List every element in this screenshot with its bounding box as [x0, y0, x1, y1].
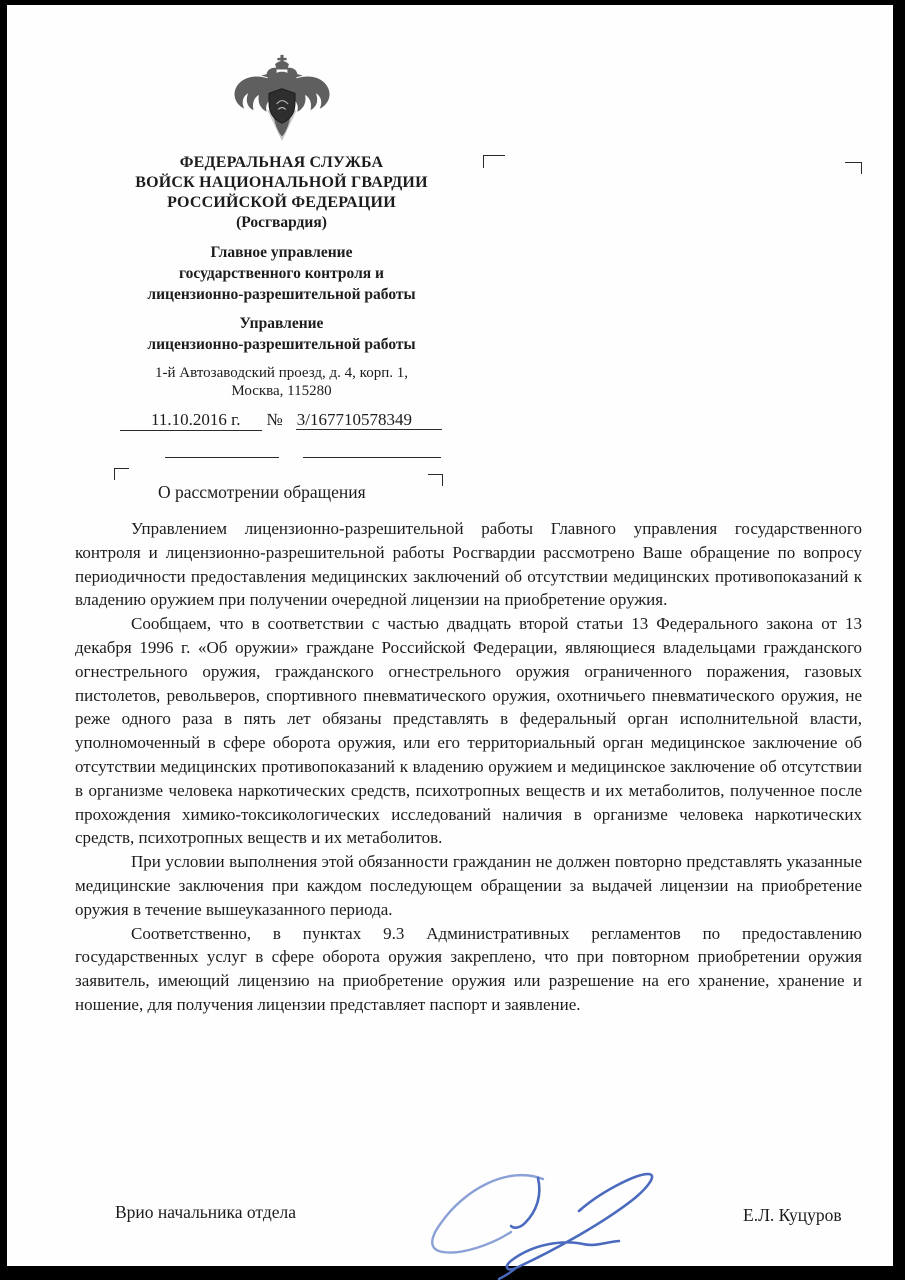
department-sub-line: Управление — [239, 315, 324, 332]
department-main-line: Главное управление — [210, 244, 353, 261]
body-paragraph: Соответственно, в пунктах 9.3 Административных регламентов по предоставлению государственных услуг в сфере оборота оружия закреплено, что при повторном приобретении оружия заявитель, имеющий лицензию на приобретение оружия или разрешение на его хранение, хранение и ношение, для получения лицензии представляет паспорт и заявление. — [75, 923, 862, 1014]
subject-corner-mark-left — [114, 468, 129, 480]
reference-underline — [120, 430, 262, 431]
addressee-corner-mark-right — [845, 162, 862, 174]
document-number: 3/167710578349 — [296, 410, 412, 429]
body-paragraph: Управлением лицензионно-разрешительной работы Главного управления государственного контроля и лицензионно-разрешительной работы Росгвардии рассмотрено Ваше обращение по вопросу периодичности предоставления медицинских заключений об отсутствии медицинских противопоказаний к владению оружием при получении очередной лицензии на приобретение оружия. — [75, 519, 862, 610]
subject-corner-mark-right — [428, 474, 443, 486]
addressee-corner-mark-left — [483, 155, 505, 168]
org-name — [89, 153, 474, 213]
document-date: 11.10.2016 г. — [151, 410, 241, 429]
org-name-line: ВОЙСК НАЦИОНАЛЬНОЙ ГВАРДИИ — [135, 174, 428, 191]
org-short-name: (Росгвардия) — [236, 214, 327, 231]
department-main — [89, 242, 474, 305]
department-main-line: государственного контроля и — [179, 265, 384, 282]
signer-name: Е.Л. Куцуров — [743, 1205, 842, 1225]
number-sign: № — [266, 410, 283, 429]
handwritten-signature — [395, 1145, 680, 1280]
department-sub-line: лицензионно-разрешительной работы — [147, 336, 416, 353]
letterhead — [89, 53, 474, 430]
department-sub — [89, 313, 474, 355]
subject-line: О рассмотрении обращения — [158, 482, 366, 502]
reference-row — [89, 410, 474, 430]
letter-body — [75, 517, 862, 1017]
body-paragraph: Сообщаем, что в соответствии с частью двадцать второй статьи 13 Федерального закона от 13 декабря 1996 г. «Об оружии» граждане Российской Федерации, являющиеся владельцами гражданского огнестрельного оружия, гражданского огнестрельного оружия ограниченного поражения, газовых пистолетов, револьверов, спортивного пневматического оружия, охотничьего пневматического оружия, не реже одного раза в пять лет обязаны представлять в федеральный орган исполнительной власти, уполномоченный в сфере оборота оружия, или его территориальный орган медицинское заключение об отсутствии медицинских противопоказаний к владению оружием и медицинское заключение об отсутствии в организме человека наркотических средств, психотропных веществ и их метаболитов, полученное после прохождения химико-токсикологических исследований наличия в организме человека наркотических средств, психотропных веществ и их метаболитов. — [75, 614, 862, 848]
org-name-line: ФЕДЕРАЛЬНАЯ СЛУЖБА — [179, 154, 384, 171]
body-paragraph: При условии выполнения этой обязанности гражданин не должен повторно представлять указанные медицинские заключения при каждом последующем обращении за выдачей лицензии на приобретение оружия в течение вышеуказанного периода. — [75, 852, 862, 919]
reference-underline — [165, 457, 279, 458]
department-main-line: лицензионно-разрешительной работы — [147, 286, 416, 303]
reference-underline — [303, 457, 441, 458]
rosgvardia-eagle-emblem-icon — [232, 53, 332, 149]
postal-address — [89, 364, 474, 400]
postal-address-line: 1-й Автозаводский проезд, д. 4, корп. 1, — [155, 365, 408, 381]
document-page — [7, 5, 893, 1266]
postal-address-line: Москва, 115280 — [231, 383, 332, 399]
reference-underline — [296, 429, 442, 430]
org-name-line: РОССИЙСКОЙ ФЕДЕРАЦИИ — [167, 194, 396, 211]
signer-position-title: Врио начальника отдела — [115, 1202, 296, 1222]
